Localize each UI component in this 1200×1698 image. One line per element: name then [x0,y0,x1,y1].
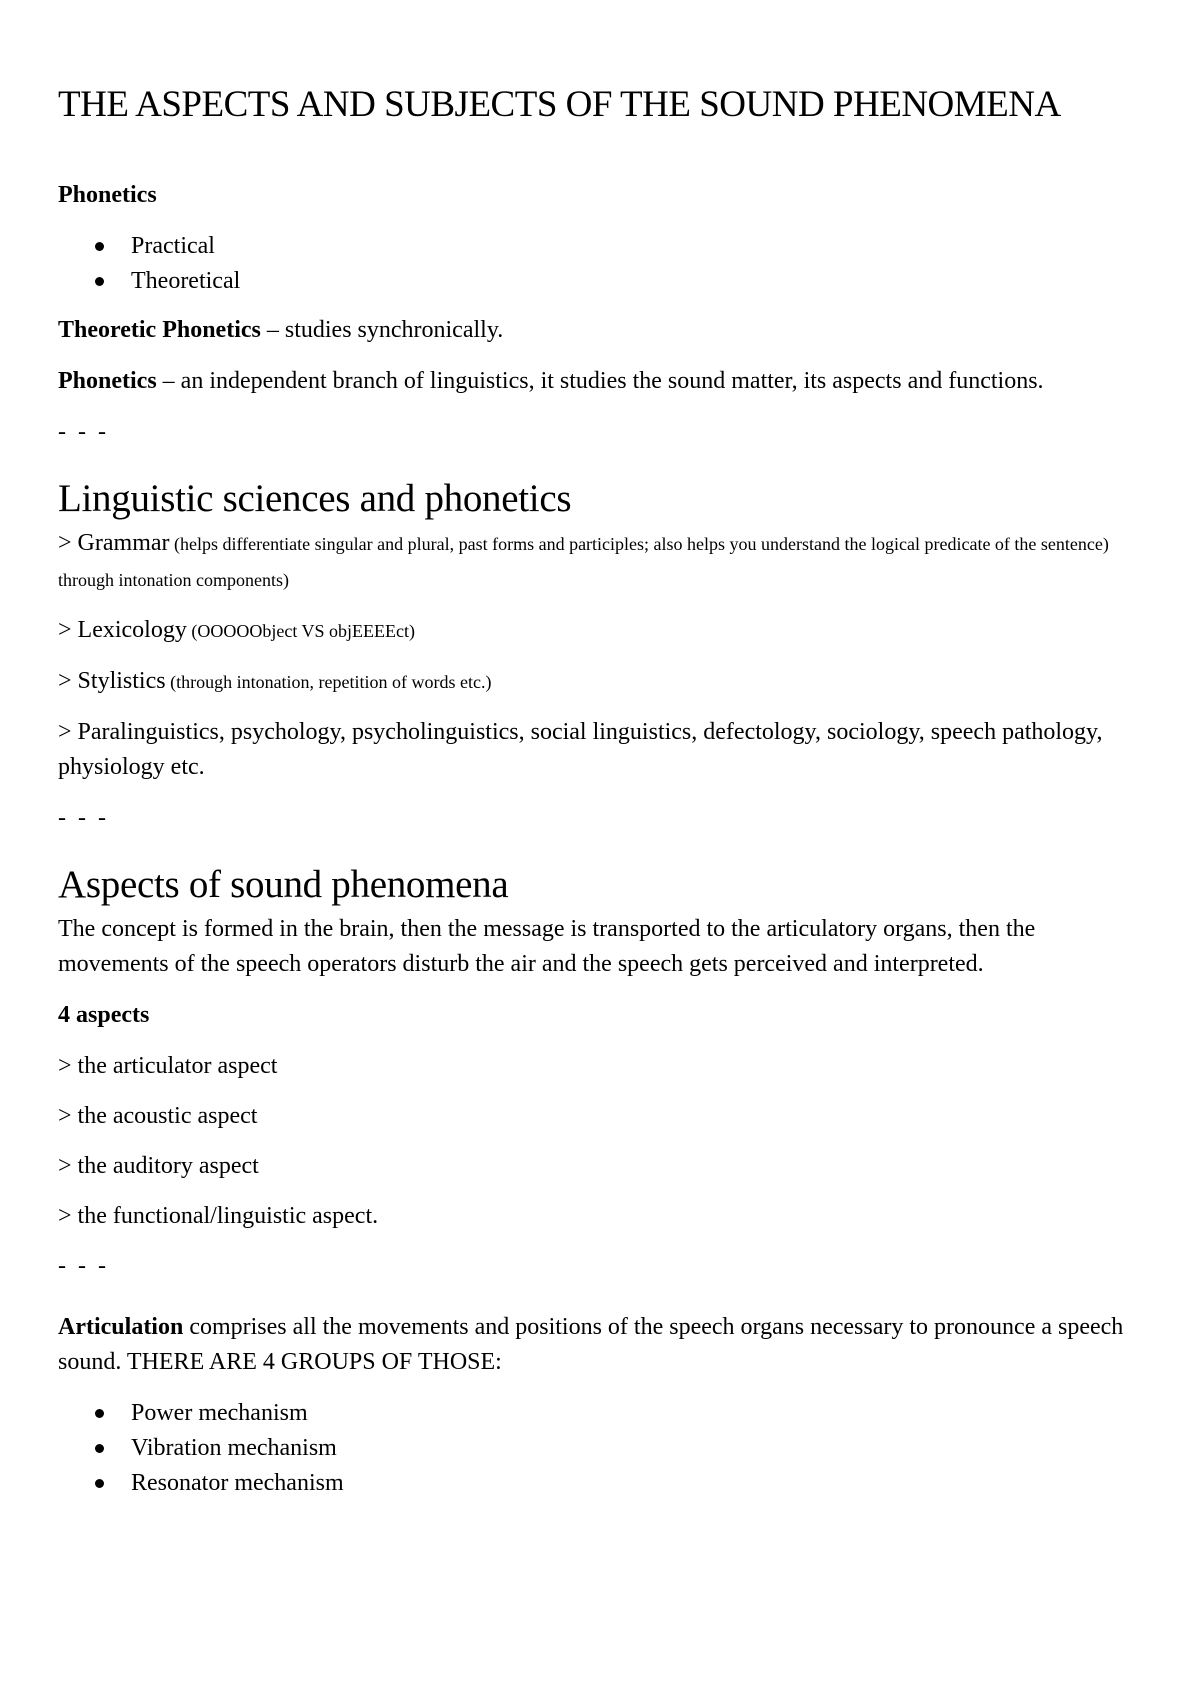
heading-aspects-sound-phenomena: Aspects of sound phenomena [58,863,509,906]
aspects-count-label: 4 aspects [58,1002,150,1028]
section-separator: - - - [58,419,109,445]
item-prefix: > [58,617,78,643]
linguistic-item-other-sciences: > Paralinguistics, psychology, psycholinguistics, social linguistics, defectology, sociology, speech pathology, physiology etc. [58,719,1103,780]
aspects-intro-paragraph: The concept is formed in the brain, then the message is transported to the articulatory organs, then the movements of the speech operators disturb the air and the speech gets perceived and interpreted. [58,916,1036,977]
list-item: Resonator mechanism [131,1466,1130,1501]
definition-text: comprises all the movements and positions of the speech organs necessary to pronounce a speech sound. THERE ARE 4 GROUPS OF THOSE: [58,1314,1124,1375]
definition-text: – studies synchronically. [260,317,504,343]
definition-term: Theoretic Phonetics [58,317,261,343]
item-prefix: > [58,668,78,694]
heading-linguistic-sciences: Linguistic sciences and phonetics [58,477,572,520]
aspect-item-functional: > the functional/linguistic aspect. [58,1203,379,1229]
list-item: Theoretical [131,264,1130,299]
linguistic-item-lexicology [58,613,1130,649]
linguistic-item-grammar [58,526,1130,598]
item-term: Stylistics [77,668,166,694]
document-title: THE ASPECTS AND SUBJECTS OF THE SOUND PHENOMENA [58,84,1061,125]
articulation-definition [58,1310,1130,1380]
list-item: Practical [131,229,1130,264]
definition-theoretic-phonetics [58,313,1130,348]
aspect-item-acoustic: > the acoustic aspect [58,1103,258,1129]
item-note: (helps differentiate singular and plural, past forms and participles; also helps you understand the logical predicate of the sentence) through intonation components) [58,534,1109,590]
linguistic-item-stylistics [58,664,1130,700]
definition-phonetics [58,364,1130,399]
section-separator: - - - [58,1253,109,1279]
list-item: Vibration mechanism [131,1431,1130,1466]
item-term: Lexicology [77,617,187,643]
item-note: (through intonation, repetition of words etc.) [165,672,492,692]
aspect-item-auditory: > the auditory aspect [58,1153,259,1179]
definition-term: Articulation [58,1314,184,1340]
list-item: Power mechanism [131,1396,1130,1431]
section-separator: - - - [58,805,109,831]
item-term: Grammar [77,530,170,556]
item-prefix: > [58,530,78,556]
aspect-item-articulator: > the articulator aspect [58,1053,278,1079]
articulation-mechanisms-list [58,1396,1130,1501]
phonetics-label: Phonetics [58,182,157,208]
item-note: (OOOOObject VS objEEEEct) [186,621,415,641]
phonetics-types-list [58,229,1130,299]
definition-text: – an independent branch of linguistics, it studies the sound matter, its aspects and functions. [156,368,1044,394]
definition-term: Phonetics [58,368,157,394]
